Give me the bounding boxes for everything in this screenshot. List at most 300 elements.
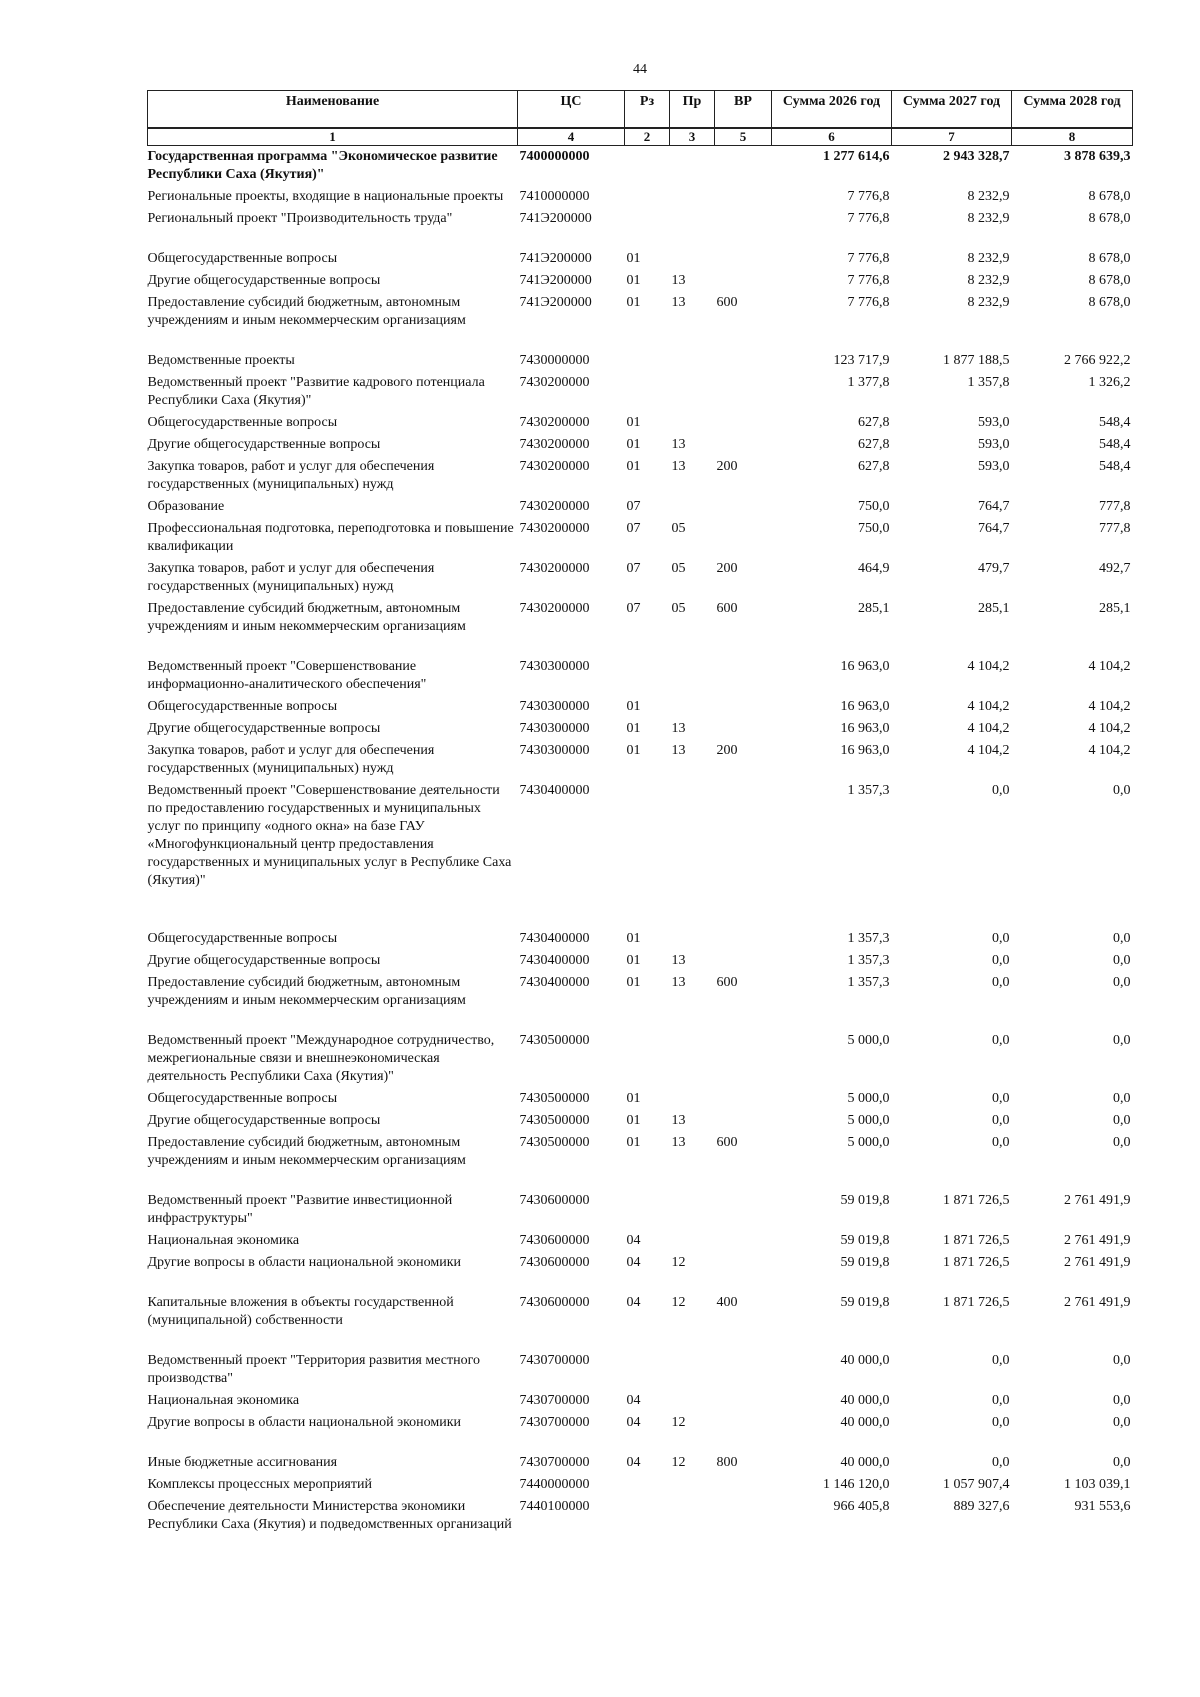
row-pr xyxy=(670,780,715,892)
row-sum-2027: 0,0 xyxy=(992,1091,1010,1106)
table-row xyxy=(148,1088,1133,1110)
table-row xyxy=(148,1474,1133,1496)
row-rz: 01 xyxy=(626,437,641,452)
row-rz: 01 xyxy=(626,459,641,474)
row-sum-2027: 1 057 907,4 xyxy=(943,1477,1010,1492)
row-name: Национальная экономика xyxy=(147,1233,300,1248)
row-sum-2028: 777,8 xyxy=(1099,521,1131,536)
row-name: Предоставление субсидий бюджетным, автономным учреждениям и иным некоммерческим организациям xyxy=(147,1135,466,1168)
row-pr: 05 xyxy=(671,521,686,536)
row-pr xyxy=(670,412,715,434)
row-cs: 7400000000 xyxy=(519,149,590,164)
table-row xyxy=(148,1274,1133,1332)
row-sum-2027: 4 104,2 xyxy=(967,659,1010,674)
row-sum-2027: 8 232,9 xyxy=(967,251,1010,266)
row-cs: 7430200000 xyxy=(519,375,590,390)
row-sum-2027: 1 871 726,5 xyxy=(943,1255,1010,1270)
row-pr xyxy=(670,496,715,518)
table-body xyxy=(148,146,1133,1537)
row-cs: 7430500000 xyxy=(519,1091,590,1106)
row-sum-2027: 8 232,9 xyxy=(967,273,1010,288)
row-pr: 13 xyxy=(671,459,686,474)
table-row xyxy=(148,558,1133,598)
row-cs: 7430600000 xyxy=(519,1255,590,1270)
row-cs: 7430200000 xyxy=(519,521,590,536)
row-pr xyxy=(670,1012,715,1088)
row-sum-2027: 4 104,2 xyxy=(967,743,1010,758)
row-pr xyxy=(670,1496,715,1536)
row-sum-2027: 1 871 726,5 xyxy=(943,1193,1010,1208)
table-row xyxy=(148,292,1133,332)
row-sum-2028: 8 678,0 xyxy=(1088,273,1131,288)
row-rz xyxy=(625,1332,670,1390)
row-sum-2026: 1 357,3 xyxy=(847,953,890,968)
row-rz: 07 xyxy=(626,521,641,536)
row-name: Закупка товаров, работ и услуг для обеспечения государственных (муниципальных) нужд xyxy=(147,459,435,492)
row-rz: 01 xyxy=(626,743,641,758)
table-row xyxy=(148,950,1133,972)
row-pr xyxy=(670,1390,715,1412)
row-sum-2028: 0,0 xyxy=(1113,1113,1131,1128)
row-cs: 7430200000 xyxy=(519,459,590,474)
row-sum-2027: 1 871 726,5 xyxy=(943,1233,1010,1248)
row-name: Предоставление субсидий бюджетным, автономным учреждениям и иным некоммерческим организациям xyxy=(147,295,466,328)
row-rz xyxy=(625,1172,670,1230)
row-name: Общегосударственные вопросы xyxy=(147,931,338,946)
row-name: Ведомственный проект "Развитие кадрового потенциала Республики Саха (Якутия)" xyxy=(147,375,485,408)
row-vr xyxy=(715,518,772,558)
row-name: Общегосударственные вопросы xyxy=(147,415,338,430)
row-sum-2028: 0,0 xyxy=(1113,931,1131,946)
row-sum-2026: 627,8 xyxy=(858,437,890,452)
row-pr xyxy=(670,372,715,412)
row-cs: 7430000000 xyxy=(519,353,590,368)
row-sum-2027: 593,0 xyxy=(978,437,1010,452)
row-vr: 200 xyxy=(716,561,738,576)
row-name: Закупка товаров, работ и услуг для обеспечения государственных (муниципальных) нужд xyxy=(147,561,435,594)
row-rz xyxy=(625,1496,670,1536)
row-pr: 05 xyxy=(671,601,686,616)
table-row xyxy=(148,1172,1133,1230)
row-sum-2027: 8 232,9 xyxy=(967,211,1010,226)
row-sum-2026: 464,9 xyxy=(858,561,890,576)
row-name: Региональные проекты, входящие в национальные проекты xyxy=(147,189,504,204)
row-sum-2026: 59 019,8 xyxy=(840,1295,890,1310)
row-pr: 12 xyxy=(671,1415,686,1430)
row-sum-2028: 1 326,2 xyxy=(1088,375,1131,390)
budget-table xyxy=(147,90,1133,1536)
row-sum-2027: 1 357,8 xyxy=(967,375,1010,390)
row-name: Государственная программа "Экономическое развитие Республики Саха (Якутия)" xyxy=(147,149,498,182)
row-vr xyxy=(715,1252,772,1274)
row-sum-2026: 7 776,8 xyxy=(847,251,890,266)
header-sum-2028: Сумма 2028 год xyxy=(1012,91,1133,129)
row-sum-2026: 40 000,0 xyxy=(840,1393,890,1408)
row-cs: 7430500000 xyxy=(519,1135,590,1150)
row-cs: 7430400000 xyxy=(519,931,590,946)
row-vr xyxy=(715,270,772,292)
row-name: Ведомственный проект "Территория развития местного производства" xyxy=(147,1353,480,1386)
table-row xyxy=(148,1496,1133,1536)
row-sum-2028: 0,0 xyxy=(1113,1393,1131,1408)
row-vr xyxy=(715,1474,772,1496)
row-cs: 7430700000 xyxy=(519,1455,590,1470)
row-name: Другие общегосударственные вопросы xyxy=(147,721,381,736)
row-vr: 600 xyxy=(716,601,738,616)
row-sum-2027: 0,0 xyxy=(992,1455,1010,1470)
row-sum-2027: 0,0 xyxy=(992,1353,1010,1368)
row-sum-2026: 5 000,0 xyxy=(847,1113,890,1128)
row-sum-2026: 40 000,0 xyxy=(840,1353,890,1368)
row-sum-2028: 3 878 639,3 xyxy=(1064,149,1131,164)
row-rz xyxy=(625,372,670,412)
row-pr: 13 xyxy=(671,295,686,310)
table-row xyxy=(148,598,1133,638)
row-cs: 7440100000 xyxy=(519,1499,590,1514)
row-sum-2027: 4 104,2 xyxy=(967,721,1010,736)
row-name: Другие общегосударственные вопросы xyxy=(147,273,381,288)
row-rz xyxy=(625,146,670,187)
row-vr xyxy=(715,496,772,518)
row-sum-2028: 0,0 xyxy=(1113,783,1131,798)
row-sum-2027: 593,0 xyxy=(978,459,1010,474)
row-cs: 7430600000 xyxy=(519,1193,590,1208)
row-vr: 600 xyxy=(716,295,738,310)
row-name: Закупка товаров, работ и услуг для обеспечения государственных (муниципальных) нужд xyxy=(147,743,435,776)
row-rz: 01 xyxy=(626,273,641,288)
row-vr xyxy=(715,332,772,372)
row-sum-2027: 285,1 xyxy=(978,601,1010,616)
column-number: 3 xyxy=(670,128,715,146)
row-sum-2026: 16 963,0 xyxy=(840,699,890,714)
column-number: 7 xyxy=(892,128,1012,146)
row-rz: 01 xyxy=(626,1091,641,1106)
row-pr xyxy=(670,1474,715,1496)
table-row xyxy=(148,270,1133,292)
row-sum-2026: 59 019,8 xyxy=(840,1193,890,1208)
column-number: 4 xyxy=(518,128,625,146)
table-row xyxy=(148,496,1133,518)
row-sum-2026: 123 717,9 xyxy=(833,353,890,368)
table-row xyxy=(148,412,1133,434)
row-sum-2028: 0,0 xyxy=(1113,1415,1131,1430)
row-sum-2026: 7 776,8 xyxy=(847,273,890,288)
table-row xyxy=(148,434,1133,456)
row-pr xyxy=(670,146,715,187)
header-vr: ВР xyxy=(715,91,772,129)
row-name: Общегосударственные вопросы xyxy=(147,1091,338,1106)
row-pr xyxy=(670,1088,715,1110)
row-cs: 7430400000 xyxy=(519,783,590,798)
row-pr: 13 xyxy=(671,1113,686,1128)
row-vr xyxy=(715,638,772,696)
row-cs: 7430200000 xyxy=(519,415,590,430)
row-rz xyxy=(625,208,670,230)
row-sum-2026: 1 277 614,6 xyxy=(823,149,890,164)
row-vr xyxy=(715,892,772,950)
row-sum-2028: 2 761 491,9 xyxy=(1064,1233,1131,1248)
table-row xyxy=(148,146,1133,187)
row-name: Региональный проект "Производительность труда" xyxy=(147,211,453,226)
table-row xyxy=(148,972,1133,1012)
row-rz xyxy=(625,780,670,892)
row-rz: 01 xyxy=(626,295,641,310)
page-number: 44 xyxy=(633,62,647,77)
row-pr: 12 xyxy=(671,1295,686,1310)
table-row xyxy=(148,740,1133,780)
row-sum-2026: 5 000,0 xyxy=(847,1033,890,1048)
row-sum-2028: 0,0 xyxy=(1113,953,1131,968)
row-sum-2028: 4 104,2 xyxy=(1088,659,1131,674)
row-rz: 04 xyxy=(626,1415,641,1430)
row-sum-2028: 4 104,2 xyxy=(1088,699,1131,714)
row-sum-2028: 2 761 491,9 xyxy=(1064,1193,1131,1208)
table-row xyxy=(148,696,1133,718)
row-name: Ведомственные проекты xyxy=(147,353,295,368)
header-pr: Пр xyxy=(670,91,715,129)
row-pr: 12 xyxy=(671,1455,686,1470)
row-sum-2026: 627,8 xyxy=(858,459,890,474)
row-sum-2028: 0,0 xyxy=(1113,1091,1131,1106)
row-sum-2027: 764,7 xyxy=(978,521,1010,536)
table-row xyxy=(148,1230,1133,1252)
row-name: Предоставление субсидий бюджетным, автономным учреждениям и иным некоммерческим организациям xyxy=(147,601,466,634)
row-name: Другие общегосударственные вопросы xyxy=(147,437,381,452)
row-pr: 05 xyxy=(671,561,686,576)
row-sum-2028: 8 678,0 xyxy=(1088,295,1131,310)
header-cs: ЦС xyxy=(518,91,625,129)
row-cs: 7430300000 xyxy=(519,721,590,736)
row-vr xyxy=(715,1012,772,1088)
row-vr xyxy=(715,230,772,270)
row-rz: 01 xyxy=(626,415,641,430)
row-name: Иные бюджетные ассигнования xyxy=(147,1455,338,1470)
row-name: Капитальные вложения в объекты государственной (муниципальной) собственности xyxy=(147,1295,454,1328)
table-row xyxy=(148,1332,1133,1390)
row-sum-2026: 16 963,0 xyxy=(840,743,890,758)
row-pr xyxy=(670,208,715,230)
row-name: Национальная экономика xyxy=(147,1393,300,1408)
row-pr xyxy=(670,1230,715,1252)
row-pr xyxy=(670,1172,715,1230)
row-cs: 7430200000 xyxy=(519,601,590,616)
row-sum-2026: 1 357,3 xyxy=(847,783,890,798)
row-rz: 04 xyxy=(626,1295,641,1310)
row-rz: 01 xyxy=(626,721,641,736)
table-row xyxy=(148,518,1133,558)
row-sum-2027: 0,0 xyxy=(992,953,1010,968)
row-sum-2028: 2 766 922,2 xyxy=(1064,353,1131,368)
row-cs: 7430700000 xyxy=(519,1393,590,1408)
table-row xyxy=(148,1110,1133,1132)
row-pr: 13 xyxy=(671,953,686,968)
row-sum-2027: 0,0 xyxy=(992,1415,1010,1430)
row-sum-2027: 764,7 xyxy=(978,499,1010,514)
row-name: Образование xyxy=(147,499,225,514)
row-sum-2026: 966 405,8 xyxy=(833,1499,890,1514)
row-rz: 07 xyxy=(626,561,641,576)
row-sum-2027: 2 943 328,7 xyxy=(943,149,1010,164)
row-sum-2026: 1 146 120,0 xyxy=(823,1477,890,1492)
row-sum-2027: 479,7 xyxy=(978,561,1010,576)
row-rz xyxy=(625,332,670,372)
row-rz: 01 xyxy=(626,251,641,266)
row-sum-2027: 0,0 xyxy=(992,1033,1010,1048)
row-rz: 01 xyxy=(626,1135,641,1150)
row-vr xyxy=(715,1088,772,1110)
table-row xyxy=(148,1132,1133,1172)
row-rz xyxy=(625,186,670,208)
row-sum-2028: 0,0 xyxy=(1113,975,1131,990)
row-rz: 01 xyxy=(626,1113,641,1128)
row-rz: 01 xyxy=(626,975,641,990)
row-sum-2028: 0,0 xyxy=(1113,1353,1131,1368)
row-vr xyxy=(715,780,772,892)
table-row xyxy=(148,638,1133,696)
row-pr xyxy=(670,186,715,208)
table-row xyxy=(148,718,1133,740)
row-vr xyxy=(715,1390,772,1412)
row-vr xyxy=(715,718,772,740)
row-sum-2026: 627,8 xyxy=(858,415,890,430)
row-pr xyxy=(670,696,715,718)
row-sum-2028: 931 553,6 xyxy=(1074,1499,1131,1514)
row-name: Ведомственный проект "Совершенствование информационно-аналитического обеспечения" xyxy=(147,659,427,692)
row-sum-2027: 1 871 726,5 xyxy=(943,1295,1010,1310)
row-sum-2026: 40 000,0 xyxy=(840,1455,890,1470)
row-rz: 01 xyxy=(626,699,641,714)
row-rz xyxy=(625,638,670,696)
row-rz: 04 xyxy=(626,1455,641,1470)
row-sum-2028: 548,4 xyxy=(1099,459,1131,474)
column-number: 2 xyxy=(625,128,670,146)
column-number: 1 xyxy=(148,128,518,146)
row-sum-2027: 0,0 xyxy=(992,1393,1010,1408)
row-name: Общегосударственные вопросы xyxy=(147,699,338,714)
table-header xyxy=(148,91,1133,146)
row-vr: 400 xyxy=(716,1295,738,1310)
table-row xyxy=(148,332,1133,372)
row-sum-2027: 1 877 188,5 xyxy=(943,353,1010,368)
table-row xyxy=(148,1012,1133,1088)
column-number: 8 xyxy=(1012,128,1133,146)
row-cs: 7430300000 xyxy=(519,699,590,714)
row-cs: 741Э200000 xyxy=(519,251,592,266)
row-sum-2028: 0,0 xyxy=(1113,1135,1131,1150)
row-rz: 04 xyxy=(626,1233,641,1248)
row-vr: 200 xyxy=(716,459,738,474)
row-sum-2027: 8 232,9 xyxy=(967,189,1010,204)
row-pr xyxy=(670,1332,715,1390)
row-pr: 13 xyxy=(671,273,686,288)
row-vr xyxy=(715,146,772,187)
row-cs: 7430600000 xyxy=(519,1233,590,1248)
row-sum-2027: 889 327,6 xyxy=(953,1499,1010,1514)
row-vr xyxy=(715,1172,772,1230)
row-vr: 600 xyxy=(716,975,738,990)
row-vr: 800 xyxy=(716,1455,738,1470)
row-vr xyxy=(715,434,772,456)
row-sum-2027: 0,0 xyxy=(992,783,1010,798)
row-sum-2026: 16 963,0 xyxy=(840,659,890,674)
row-sum-2028: 2 761 491,9 xyxy=(1064,1255,1131,1270)
row-rz xyxy=(625,1012,670,1088)
row-pr: 13 xyxy=(671,721,686,736)
row-sum-2028: 777,8 xyxy=(1099,499,1131,514)
row-vr: 600 xyxy=(716,1135,738,1150)
row-cs: 7430300000 xyxy=(519,743,590,758)
row-cs: 7430200000 xyxy=(519,499,590,514)
row-sum-2028: 548,4 xyxy=(1099,437,1131,452)
row-cs: 7430700000 xyxy=(519,1415,590,1430)
row-cs: 7430200000 xyxy=(519,561,590,576)
row-pr: 13 xyxy=(671,437,686,452)
row-sum-2026: 1 357,3 xyxy=(847,975,890,990)
table-row xyxy=(148,372,1133,412)
row-sum-2026: 40 000,0 xyxy=(840,1415,890,1430)
row-rz: 01 xyxy=(626,931,641,946)
row-rz: 07 xyxy=(626,499,641,514)
row-sum-2028: 8 678,0 xyxy=(1088,189,1131,204)
row-cs: 7430500000 xyxy=(519,1113,590,1128)
row-name: Ведомственный проект "Международное сотрудничество, межрегиональные связи и внешнеэкономическая деятельность Республики Саха (Якутия)" xyxy=(147,1033,495,1084)
row-rz: 07 xyxy=(626,601,641,616)
row-sum-2026: 59 019,8 xyxy=(840,1255,890,1270)
row-sum-2026: 1 357,3 xyxy=(847,931,890,946)
row-sum-2028: 1 103 039,1 xyxy=(1064,1477,1131,1492)
row-pr: 12 xyxy=(671,1255,686,1270)
table-row xyxy=(148,892,1133,950)
row-sum-2028: 285,1 xyxy=(1099,601,1131,616)
row-name: Комплексы процессных мероприятий xyxy=(147,1477,372,1492)
row-cs: 7430400000 xyxy=(519,953,590,968)
row-cs: 7430400000 xyxy=(519,975,590,990)
row-cs: 7440000000 xyxy=(519,1477,590,1492)
row-name: Обеспечение деятельности Министерства экономики Республики Саха (Якутия) и подведомственных организаций xyxy=(147,1499,512,1532)
row-cs: 741Э200000 xyxy=(519,211,592,226)
row-sum-2027: 0,0 xyxy=(992,975,1010,990)
row-name: Ведомственный проект "Развитие инвестиционной инфраструктуры" xyxy=(147,1193,453,1226)
row-rz xyxy=(625,1474,670,1496)
row-pr xyxy=(670,638,715,696)
column-number: 5 xyxy=(715,128,772,146)
row-vr xyxy=(715,186,772,208)
row-cs: 7430300000 xyxy=(519,659,590,674)
row-sum-2026: 7 776,8 xyxy=(847,189,890,204)
row-sum-2026: 5 000,0 xyxy=(847,1091,890,1106)
table-row xyxy=(148,1390,1133,1412)
row-sum-2026: 5 000,0 xyxy=(847,1135,890,1150)
header-sum-2026: Сумма 2026 год xyxy=(772,91,892,129)
row-name: Общегосударственные вопросы xyxy=(147,251,338,266)
table-row xyxy=(148,1412,1133,1434)
row-vr xyxy=(715,696,772,718)
row-sum-2028: 0,0 xyxy=(1113,1033,1131,1048)
row-vr xyxy=(715,412,772,434)
row-pr: 13 xyxy=(671,743,686,758)
row-name: Другие вопросы в области национальной экономики xyxy=(147,1415,462,1430)
row-sum-2027: 0,0 xyxy=(992,1135,1010,1150)
row-cs: 7410000000 xyxy=(519,189,590,204)
row-pr: 13 xyxy=(671,1135,686,1150)
row-vr: 200 xyxy=(716,743,738,758)
row-rz: 04 xyxy=(626,1393,641,1408)
header-rz: Рз xyxy=(625,91,670,129)
row-sum-2026: 59 019,8 xyxy=(840,1233,890,1248)
row-sum-2027: 8 232,9 xyxy=(967,295,1010,310)
row-name: Профессиональная подготовка, переподготовка и повышение квалификации xyxy=(147,521,514,554)
row-sum-2027: 4 104,2 xyxy=(967,699,1010,714)
